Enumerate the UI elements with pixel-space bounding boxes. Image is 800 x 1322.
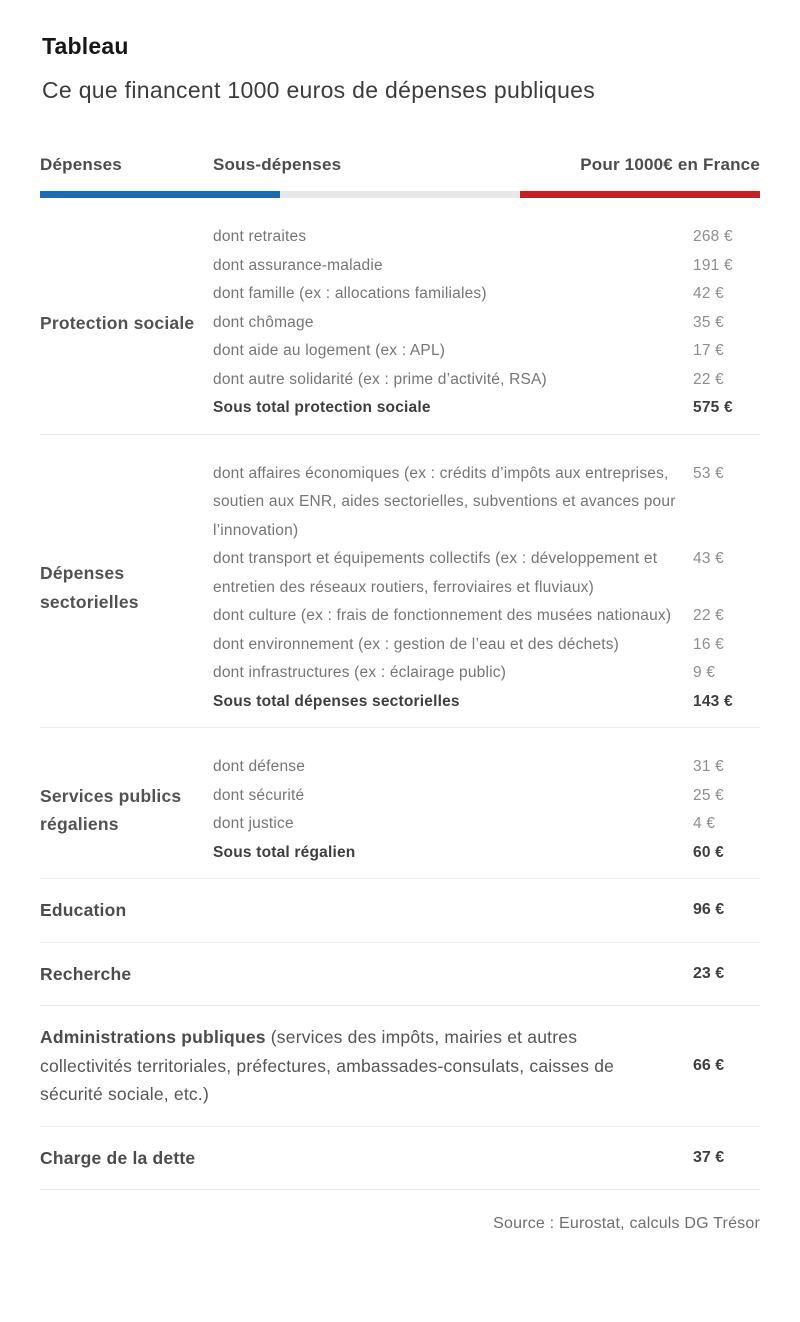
table-row <box>213 810 760 839</box>
section-education <box>40 879 760 943</box>
row-value: 60 € <box>693 843 724 861</box>
category-label: Dépenses sectorielles <box>40 563 139 612</box>
row-value: 191 € <box>693 256 733 274</box>
category-label: Services publics régaliens <box>40 785 182 834</box>
table-row <box>213 631 760 660</box>
subtotal-row <box>213 688 760 717</box>
table-row <box>213 223 760 252</box>
row-label: dont culture (ex : frais de fonctionnement des musées nationaux) <box>213 607 672 624</box>
table-body <box>40 198 760 1190</box>
row-label: dont défense <box>213 758 306 775</box>
table-header-row <box>40 154 760 176</box>
row-value: 53 € <box>693 464 724 482</box>
row-value: 4 € <box>693 815 716 832</box>
source-note: Source : Eurostat, calculs DG Trésor <box>493 1215 760 1232</box>
row-label <box>40 1144 693 1173</box>
table-row <box>213 460 760 546</box>
table-row <box>213 337 760 366</box>
row-value: 268 € <box>693 228 733 245</box>
row-value: 35 € <box>693 313 724 331</box>
row-label-bold: Education <box>40 900 127 920</box>
section-charge-de-la-dette <box>40 1127 760 1191</box>
row-label: dont aide au logement (ex : APL) <box>213 342 446 359</box>
row-value: 22 € <box>693 370 724 388</box>
row-label <box>40 1023 693 1109</box>
row-label: Sous total dépenses sectorielles <box>213 692 460 710</box>
row-label <box>40 896 693 925</box>
underline-red-segment <box>520 191 760 198</box>
section-rows <box>213 460 760 717</box>
table-row <box>213 252 760 281</box>
subtotal-row <box>213 839 760 868</box>
row-label: dont infrastructures (ex : éclairage public) <box>213 664 507 681</box>
header-underline-tricolor <box>40 191 760 198</box>
section-protection-sociale <box>40 198 760 435</box>
row-value: 66 € <box>693 1056 725 1074</box>
row-label: Sous total protection sociale <box>213 399 431 416</box>
row-label-bold: Recherche <box>40 963 132 984</box>
page-title: Tableau <box>42 33 129 59</box>
row-value: 42 € <box>693 285 724 302</box>
row-value: 37 € <box>693 1148 725 1166</box>
table-row <box>213 366 760 395</box>
section-services-publics-regaliens <box>40 728 760 879</box>
table-row <box>213 753 760 782</box>
row-label-bold: Administrations publiques <box>40 1027 266 1047</box>
subtotal-row <box>213 394 760 423</box>
row-value: 17 € <box>693 342 724 359</box>
row-value: 31 € <box>693 758 724 775</box>
table-row <box>213 659 760 688</box>
table-row <box>213 602 760 631</box>
row-value: 143 € <box>693 692 733 710</box>
row-label: dont retraites <box>213 228 307 245</box>
section-rows <box>213 753 760 867</box>
section-administrations-publiques <box>40 1006 760 1127</box>
table-row <box>213 309 760 338</box>
row-value: 9 € <box>693 664 716 681</box>
row-label: dont chômage <box>213 313 314 331</box>
table-row <box>213 545 760 602</box>
row-value: 22 € <box>693 607 724 624</box>
underline-blue-segment <box>40 191 280 198</box>
row-label: dont environnement (ex : gestion de l’eau et des déchets) <box>213 635 620 653</box>
underline-gray-segment <box>280 191 520 198</box>
row-value: 96 € <box>693 901 725 918</box>
section-rows <box>213 223 760 423</box>
row-label: dont assurance-maladie <box>213 256 383 274</box>
row-value: 16 € <box>693 635 724 653</box>
row-label-description: (services des impôts, mairies et autres collectivités territoriales, préfectures, ambassades-consulats, caisses de sécurité sociale, etc.) <box>40 1027 615 1104</box>
row-value: 25 € <box>693 786 724 804</box>
column-header-depenses: Dépenses <box>40 155 122 174</box>
row-label: dont sécurité <box>213 786 305 804</box>
row-label: Sous total régalien <box>213 843 356 861</box>
row-label: dont justice <box>213 815 294 832</box>
section-recherche <box>40 943 760 1007</box>
table-row <box>213 782 760 811</box>
row-label: dont affaires économiques (ex : crédits d’impôts aux entreprises, soutien aux ENR, aides sectorielles, subventions et avances pour l’innovation) <box>213 464 676 539</box>
table-row <box>213 280 760 309</box>
column-header-pour-1000-en-france: Pour 1000€ en France <box>580 155 760 174</box>
section-depenses-sectorielles <box>40 435 760 729</box>
row-value: 23 € <box>693 964 725 982</box>
column-header-sous-depenses: Sous-dépenses <box>213 155 342 174</box>
row-label: dont transport et équipements collectifs (ex : développement et entretien des réseaux routiers, ferroviaires et fluviaux) <box>213 550 658 596</box>
page-subtitle: Ce que financent 1000 euros de dépenses publiques <box>42 77 596 103</box>
row-label: dont famille (ex : allocations familiales) <box>213 285 487 302</box>
category-label: Protection sociale <box>40 312 195 333</box>
row-label: dont autre solidarité (ex : prime d’activité, RSA) <box>213 370 547 388</box>
row-label <box>40 960 693 989</box>
row-value: 43 € <box>693 550 724 567</box>
row-value: 575 € <box>693 399 733 416</box>
row-label-bold: Charge de la dette <box>40 1147 196 1168</box>
